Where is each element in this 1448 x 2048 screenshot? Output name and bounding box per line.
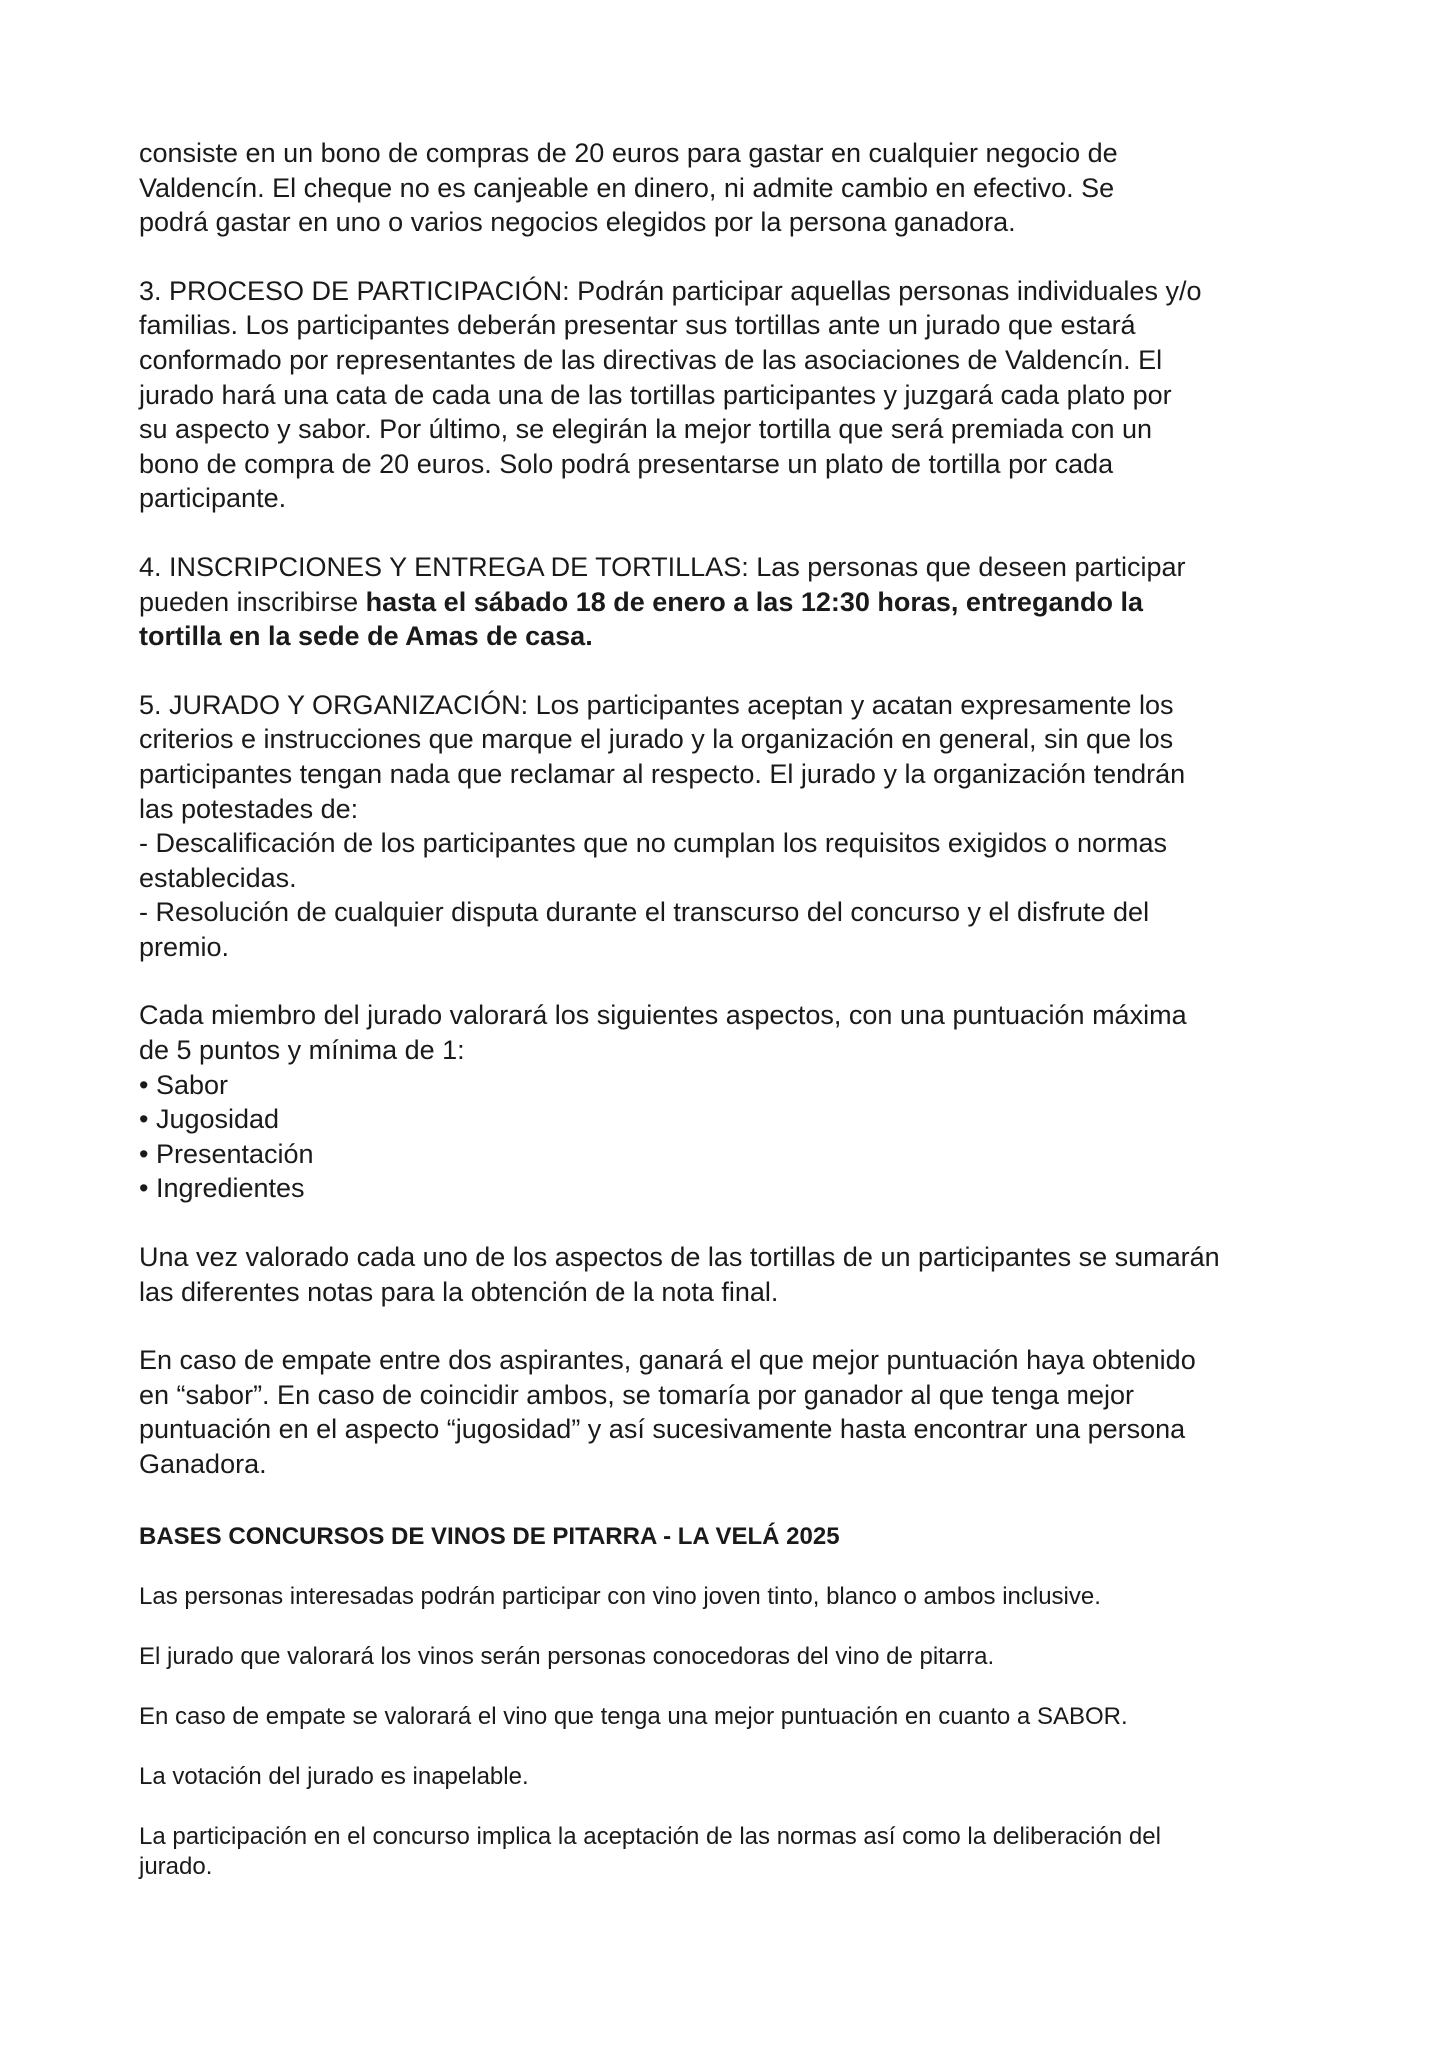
list-dash-item: - Resolución de cualquier disputa durante el transcurso del concurso y el disfrute del	[139, 897, 1150, 928]
deadline-bold-text: hasta el sábado 18 de enero a las 12:30 horas, entregando la	[365, 586, 1143, 617]
sum-paragraph	[139, 1240, 1339, 1309]
wine-section-heading: BASES CONCURSOS DE VINOS DE PITARRA - LA VELÁ 2025	[139, 1522, 840, 1550]
text-line: Ganadora.	[139, 1449, 267, 1479]
wine-paragraph: En caso de empate se valorará el vino que tenga una mejor puntuación en cuanto a SABOR.	[139, 1702, 1128, 1730]
document-page	[139, 136, 1339, 1882]
text-line: jurado.	[139, 1852, 213, 1880]
bullet-item: • Ingredientes	[139, 1173, 305, 1204]
text-line: bono de compra de 20 euros. Solo podrá presentarse un plato de tortilla por cada	[139, 448, 1114, 479]
text-line: premio.	[139, 931, 230, 962]
text-line: consiste en un bono de compras de 20 euros para gastar en cualquier negocio de	[139, 138, 1118, 168]
list-dash-item: - Descalificación de los participantes que no cumplan los requisitos exigidos o normas	[139, 828, 1168, 859]
text-line: puntuación en el aspecto “jugosidad” y así sucesivamente hasta encontrar una persona	[139, 1414, 1186, 1445]
text-line: podrá gastar en uno o varios negocios elegidos por la persona ganadora.	[139, 207, 1016, 238]
intro-paragraph	[139, 136, 1339, 240]
text-line: establecidas.	[139, 862, 297, 893]
text-line: las potestades de:	[139, 793, 359, 824]
text-line	[139, 585, 1339, 620]
wine-paragraph: El jurado que valorará los vinos serán personas conocedoras del vino de pitarra.	[139, 1642, 995, 1670]
text-line: participante.	[139, 483, 287, 514]
criteria-paragraph	[139, 998, 1339, 1206]
text-line: Valdencín. El cheque no es canjeable en dinero, ni admite cambio en efectivo. Se	[139, 172, 1115, 203]
wine-last-paragraph	[139, 1822, 1339, 1882]
text-line: familias. Los participantes deberán presentar sus tortillas ante un jurado que estará	[139, 310, 1136, 341]
text-normal: pueden inscribirse	[139, 586, 366, 617]
text-line: criterios e instrucciones que marque el jurado y la organización en general, sin que los	[139, 724, 1174, 755]
wine-paragraph: La votación del jurado es inapelable.	[139, 1762, 529, 1790]
tie-paragraph	[139, 1343, 1339, 1481]
section-5-paragraph	[139, 688, 1339, 965]
text-line: Una vez valorado cada uno de los aspectos de las tortillas de un participantes se sumarán	[139, 1242, 1220, 1273]
text-line: su aspecto y sabor. Por último, se elegirán la mejor tortilla que será premiada con un	[139, 414, 1153, 445]
text-line: En caso de empate entre dos aspirantes, ganará el que mejor puntuación haya obtenido	[139, 1345, 1196, 1376]
text-line: 3. PROCESO DE PARTICIPACIÓN: Podrán participar aquellas personas individuales y/o	[139, 275, 1202, 306]
section-4-paragraph	[139, 550, 1339, 654]
bullet-item: • Presentación	[139, 1138, 314, 1169]
deadline-bold-text: tortilla en la sede de Amas de casa.	[139, 621, 593, 652]
text-line: de 5 puntos y mínima de 1:	[139, 1035, 465, 1066]
text-line: La participación en el concurso implica la aceptación de las normas así como la deliberación del	[139, 1822, 1161, 1850]
section-3-paragraph	[139, 274, 1339, 516]
text-line: conformado por representantes de las directivas de las asociaciones de Valdencín. El	[139, 344, 1163, 375]
text-line: en “sabor”. En caso de coincidir ambos, se tomaría por ganador al que tenga mejor	[139, 1379, 1135, 1410]
text-line: 4. INSCRIPCIONES Y ENTREGA DE TORTILLAS: Las personas que deseen participar	[139, 551, 1186, 582]
wine-paragraph: Las personas interesadas podrán participar con vino joven tinto, blanco o ambos inclusive.	[139, 1582, 1101, 1610]
text-line: Cada miembro del jurado valorará los siguientes aspectos, con una puntuación máxima	[139, 1000, 1187, 1031]
text-line: participantes tengan nada que reclamar al respecto. El jurado y la organización tendrán	[139, 758, 1186, 789]
text-line: jurado hará una cata de cada una de las tortillas participantes y juzgará cada plato por	[139, 379, 1172, 410]
text-line: 5. JURADO Y ORGANIZACIÓN: Los participantes aceptan y acatan expresamente los	[139, 689, 1174, 720]
text-line: las diferentes notas para la obtención de la nota final.	[139, 1276, 779, 1307]
bullet-item: • Jugosidad	[139, 1104, 280, 1135]
bullet-item: • Sabor	[139, 1069, 229, 1100]
